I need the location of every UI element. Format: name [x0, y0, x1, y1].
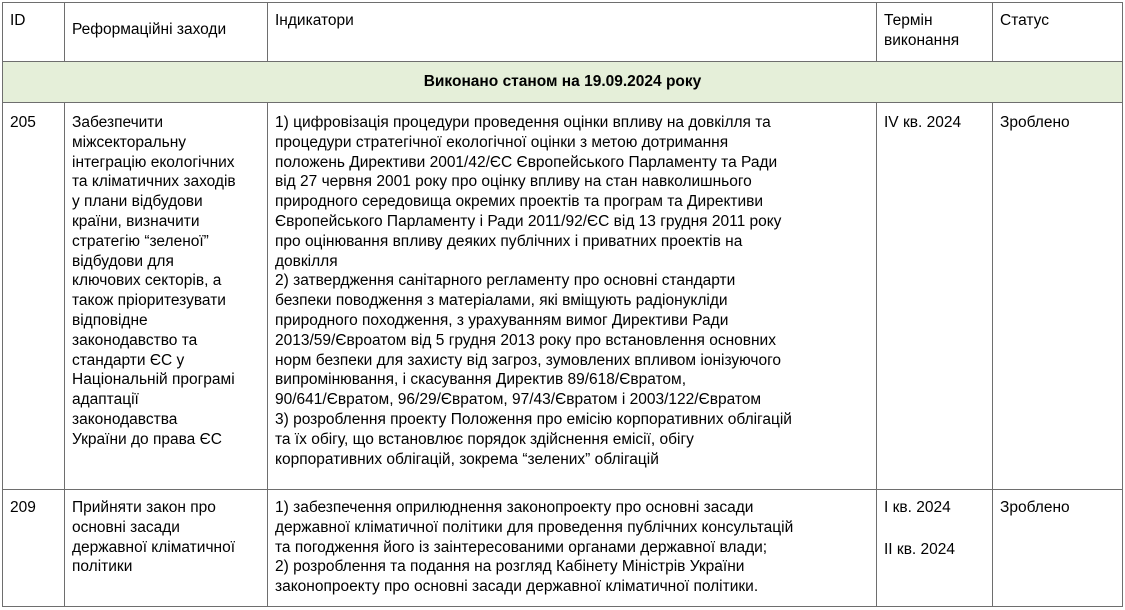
header-status: Статус: [993, 3, 1123, 62]
table-row: [3, 103, 1123, 490]
section-row: [3, 62, 1123, 103]
header-deadline: Термін виконання: [877, 3, 993, 62]
row-indicators: 1) цифровізація процедури проведення оцінки впливу на довкілля та процедури стратегічної екологічної оцінки з метою дотримання положень Директиви 2001/42/ЄС Європейського Парламенту та Ради від 27 червня 2001 року про оцінку впливу на стан навколишнього природного середовища окремих проектів та програм та Директиви Європейського Парламенту і Ради 2011/92/ЄС від 13 грудня 2011 року про оцінювання впливу деяких публічних і приватних проектів на довкілля 2) затвердження санітарного регламенту про основні стандарти безпеки поводження з матеріалами, які вміщують радіонукліди природного походження, з урахуванням вимог Директиви Ради 2013/59/Євроатом від 5 грудня 2013 року про встановлення основних норм безпеки для захисту від загроз, зумовлених впливом іонізуючого випромінювання, і скасування Директив 89/618/Євратом, 90/641/Євратом, 96/29/Євратом, 97/43/Євратом і 2003/122/Євратом 3) розроблення проекту Положення про емісію корпоративних облігацій та їх обігу, що встановлює порядок здійснення емісії, обігу корпоративних облігацій, зокрема “зелених” облігацій: [268, 103, 877, 490]
row-id: 205: [3, 103, 65, 490]
row-id: 209: [3, 490, 65, 607]
header-indicators: Індикатори: [268, 3, 877, 62]
row-indicators: 1) забезпечення оприлюднення законопроекту про основні засади державної кліматичної політики для проведення публічних консультацій та погодження його із заінтересованими органами державної влади; 2) розроблення та подання на розгляд Кабінету Міністрів України законопроекту про основні засади державної кліматичної політики.: [268, 490, 877, 607]
row-deadline: IV кв. 2024: [877, 103, 993, 490]
section-title: Виконано станом на 19.09.2024 року: [3, 62, 1123, 103]
row-deadline: I кв. 2024 II кв. 2024: [877, 490, 993, 607]
table-row: [3, 490, 1123, 607]
row-status: Зроблено: [993, 490, 1123, 607]
table-header-row: [3, 3, 1123, 62]
header-id: ID: [3, 3, 65, 62]
reform-measures-table: [2, 2, 1123, 607]
header-measures: Реформаційні заходи: [65, 3, 268, 62]
row-status: Зроблено: [993, 103, 1123, 490]
row-measure: Прийняти закон про основні засади державної кліматичної політики: [65, 490, 268, 607]
row-measure: Забезпечити міжсекторальну інтеграцію екологічних та кліматичних заходів у плани відбудови країни, визначити стратегію “зеленої” відбудови для ключових секторів, а також пріоритезувати відповідне законодавство та стандарти ЄС у Національній програмі адаптації законодавства України до права ЄС: [65, 103, 268, 490]
